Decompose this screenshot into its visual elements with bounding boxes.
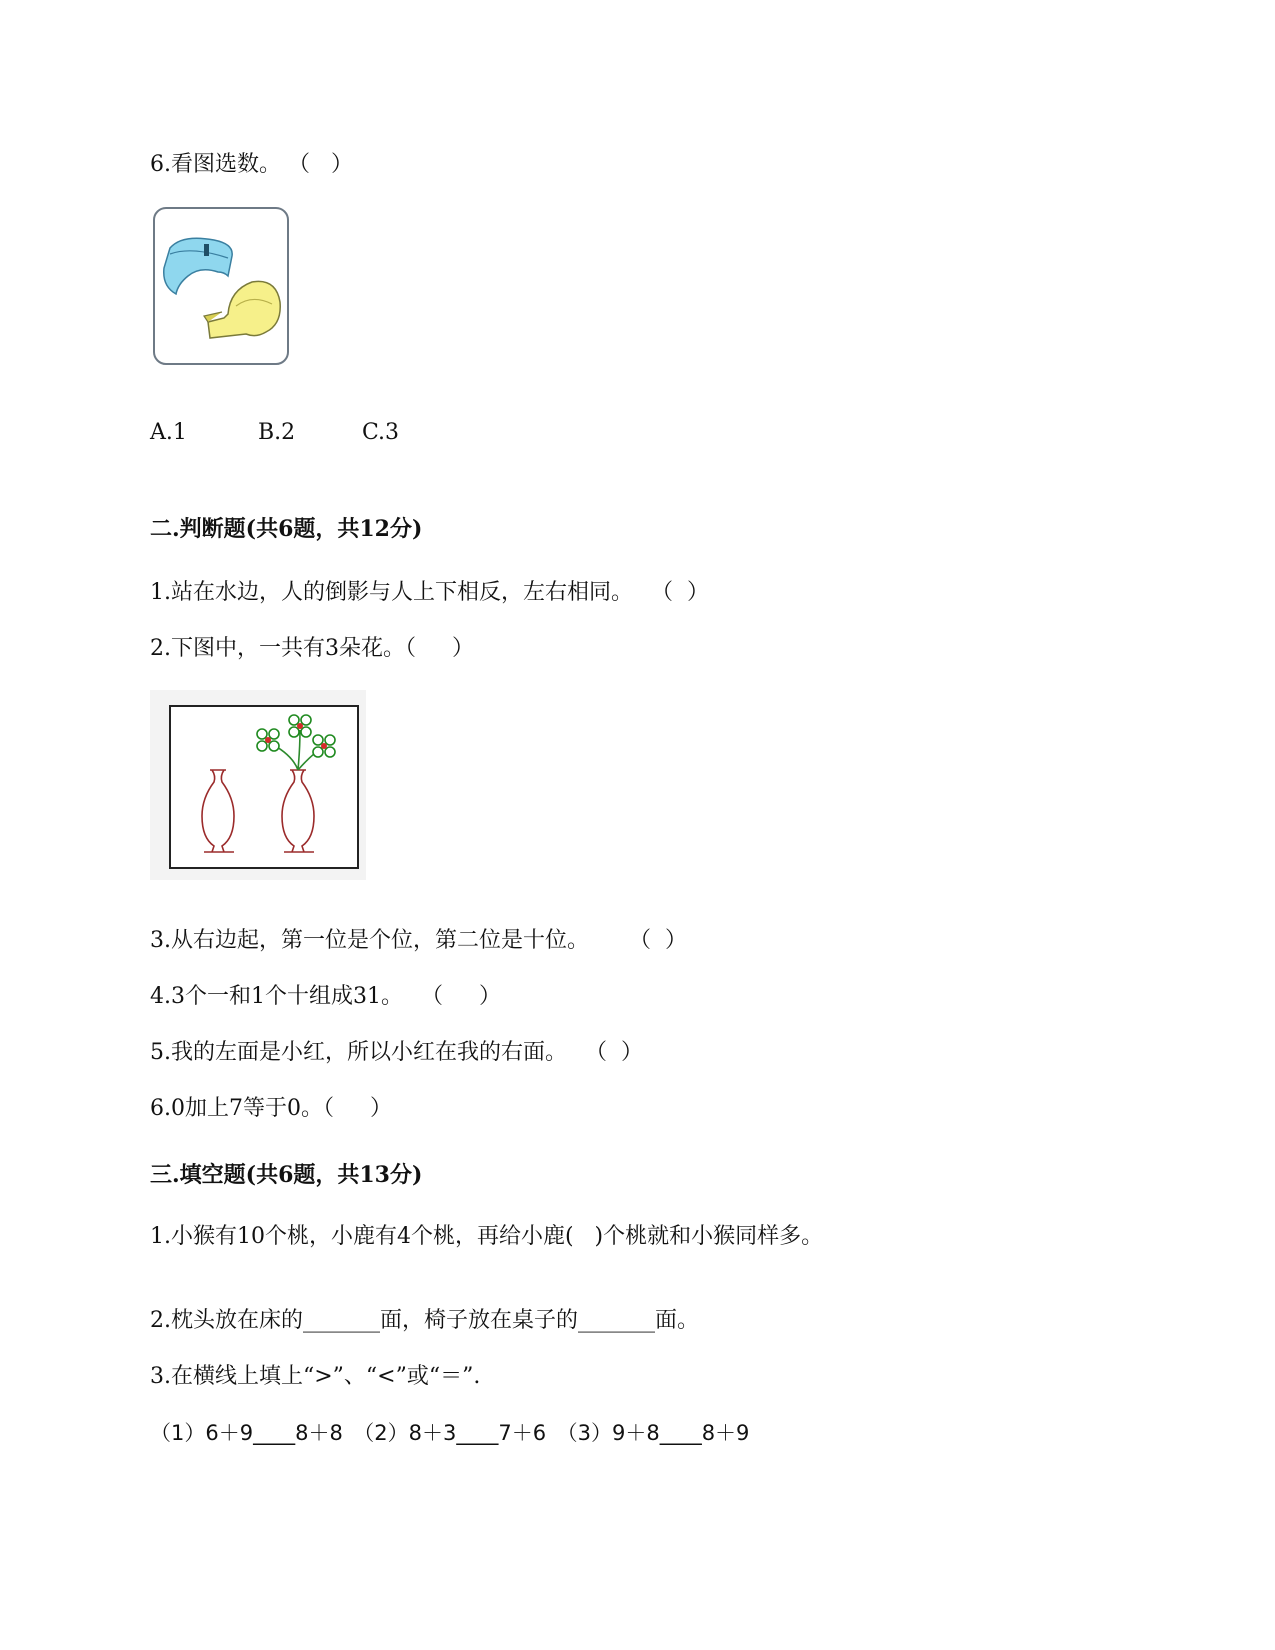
- vases-flowers-picture: [150, 690, 366, 880]
- judge-item-1: 1.站在水边，人的倒影与人上下相反，左右相同。 （ ）: [150, 580, 709, 605]
- judge-item-5: 5.我的左面是小红，所以小红在我的右面。 （ ）: [150, 1040, 643, 1065]
- section-3-heading: 三.填空题(共6题，共13分): [150, 1162, 423, 1188]
- whistle-picture: [152, 206, 292, 368]
- judge-item-4: 4.3个一和1个十组成31。 （ ）: [150, 984, 501, 1009]
- option-b: B.2: [258, 420, 296, 445]
- section-2-heading: 二.判断题(共6题，共12分): [150, 516, 423, 542]
- fill-item-2: 2.枕头放在床的_______面，椅子放在桌子的_______面。: [150, 1308, 699, 1333]
- option-c: C.3: [362, 420, 400, 445]
- fill-item-3-subparts: （1）6＋9____8＋8 （2）8＋3____7＋6 （3）9＋8____8＋9: [150, 1421, 750, 1445]
- option-a: A.1: [150, 420, 187, 445]
- judge-item-2: 2.下图中，一共有3朵花。（ ）: [150, 636, 474, 661]
- judge-item-6: 6.0加上7等于0。（ ）: [150, 1096, 392, 1121]
- fill-item-1: 1.小猴有10个桃，小鹿有4个桃，再给小鹿( )个桃就和小猴同样多。: [150, 1224, 824, 1249]
- judge-item-3: 3.从右边起，第一位是个位，第二位是十位。 （ ）: [150, 928, 687, 953]
- fill-item-3: 3.在横线上填上“>”、“<”或“＝”.: [150, 1364, 481, 1389]
- question-6-text: 6.看图选数。 （ ）: [150, 152, 353, 177]
